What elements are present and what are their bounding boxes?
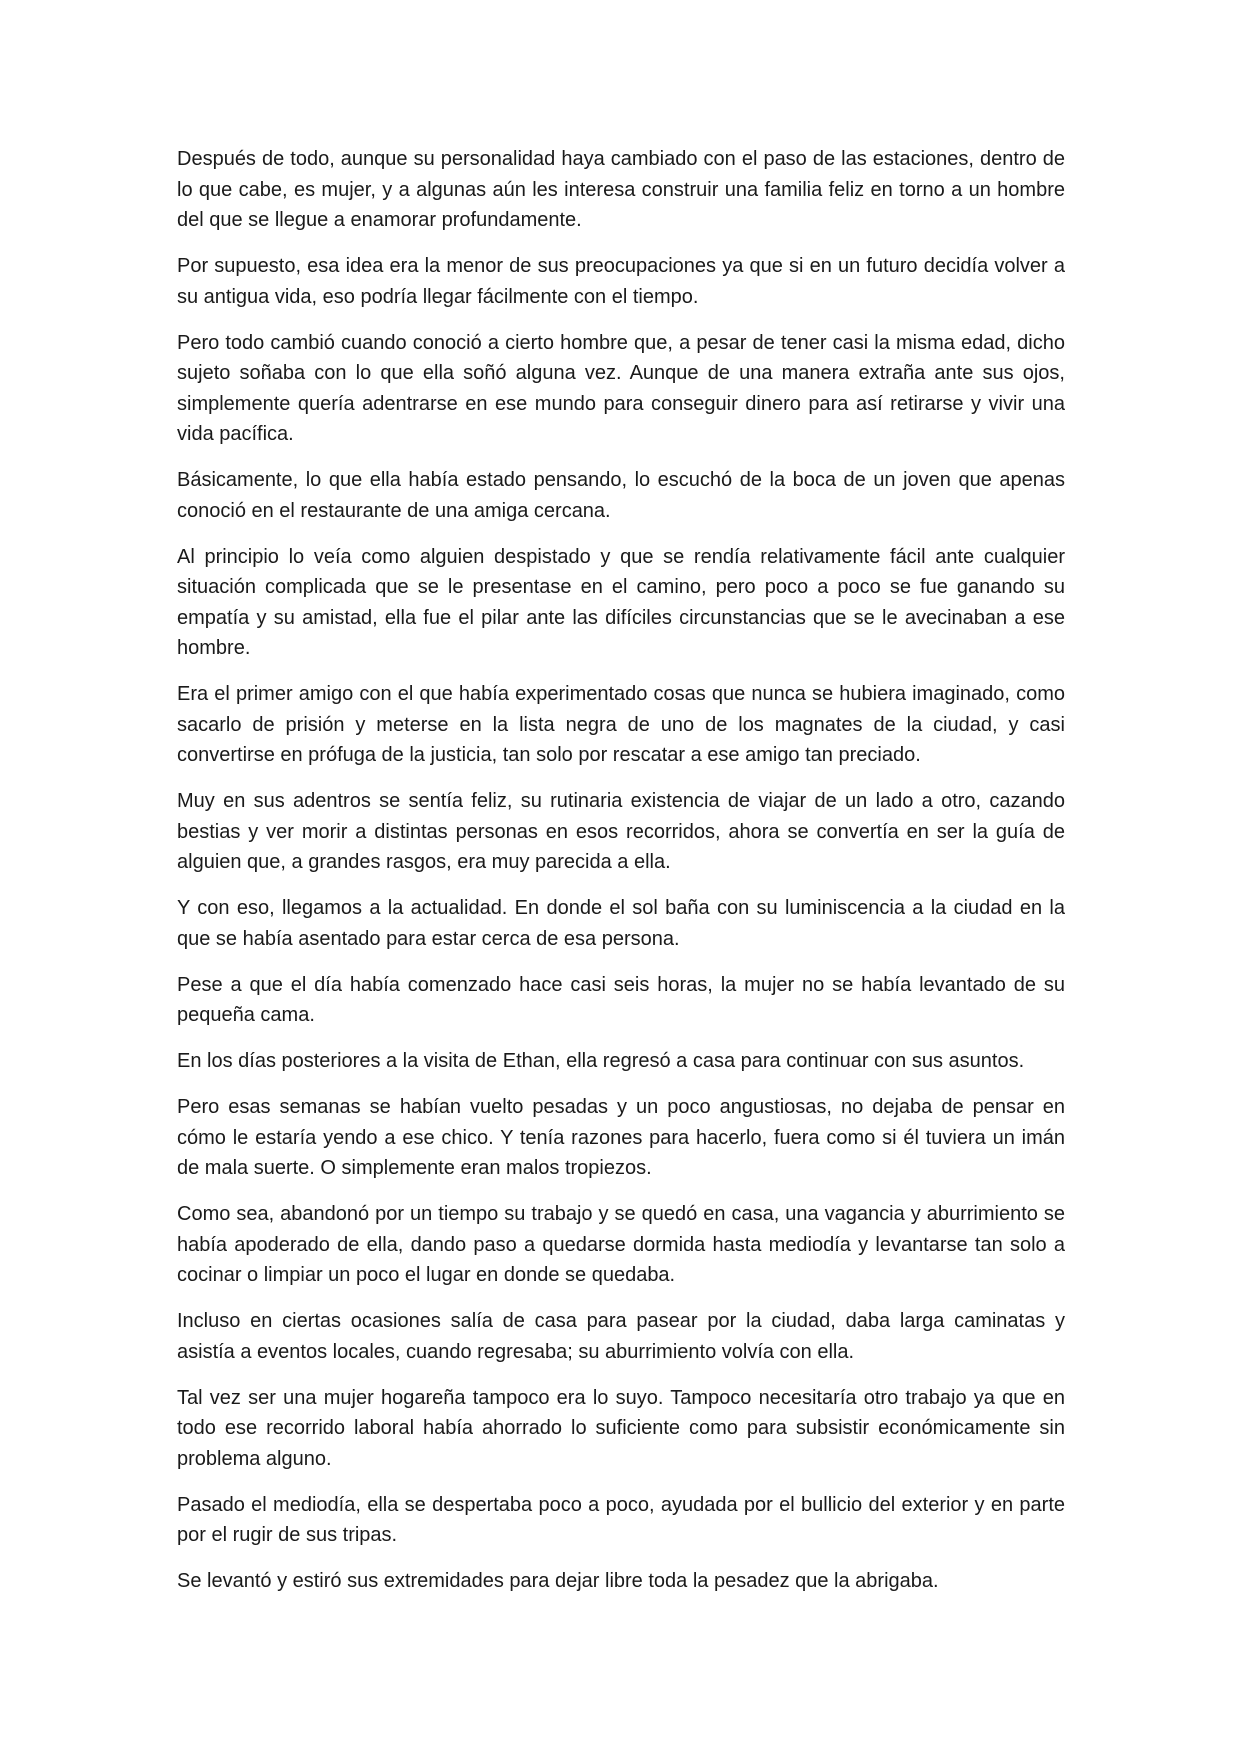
paragraph: Y con eso, llegamos a la actualidad. En donde el sol baña con su luminiscencia a la ciudad en la que se había asentado para estar cerca de esa persona. <box>177 897 1065 950</box>
paragraph: Después de todo, aunque su personalidad haya cambiado con el paso de las estaciones, dentro de lo que cabe, es mujer, y a algunas aún les interesa construir una familia feliz en torno a un hombre del que se llegue a enamorar profundamente. <box>177 148 1065 231</box>
paragraph: Incluso en ciertas ocasiones salía de casa para pasear por la ciudad, daba larga caminatas y asistía a eventos locales, cuando regresaba; su aburrimiento volvía con ella. <box>177 1310 1065 1363</box>
paragraph: Pese a que el día había comenzado hace casi seis horas, la mujer no se había levantado de su pequeña cama. <box>177 973 1065 1026</box>
paragraph: En los días posteriores a la visita de Ethan, ella regresó a casa para continuar con sus asuntos. <box>177 1050 1025 1072</box>
paragraph: Pero todo cambió cuando conoció a cierto hombre que, a pesar de tener casi la misma edad, dicho sujeto soñaba con lo que ella soñó alguna vez. Aunque de una manera extraña ante sus ojos, simplemente quería adentrarse en ese mundo para conseguir dinero para así retirarse y vivir una vida pacífica. <box>177 331 1065 445</box>
paragraph: Era el primer amigo con el que había experimentado cosas que nunca se hubiera imaginado, como sacarlo de prisión y meterse en la lista negra de uno de los magnates de la ciudad, y casi convertirse en prófuga de la justicia, tan solo por rescatar a ese amigo tan preciado. <box>177 683 1065 766</box>
paragraph: Básicamente, lo que ella había estado pensando, lo escuchó de la boca de un joven que apenas conoció en el restaurante de una amiga cercana. <box>177 469 1065 522</box>
paragraph: Se levantó y estiró sus extremidades para dejar libre toda la pesadez que la abrigaba. <box>177 1570 939 1592</box>
paragraph: Al principio lo veía como alguien despistado y que se rendía relativamente fácil ante cualquier situación complicada que se le presentase en el camino, pero poco a poco se fue ganando su empatía y su amistad, ella fue el pilar ante las difíciles circunstancias que se le avecinaban a ese hombre. <box>177 545 1065 659</box>
paragraph: Pero esas semanas se habían vuelto pesadas y un poco angustiosas, no dejaba de pensar en cómo le estaría yendo a ese chico. Y tenía razones para hacerlo, fuera como si él tuviera un imán de mala suerte. O simplemente eran malos tropiezos. <box>177 1096 1065 1179</box>
body-text <box>177 144 1065 1597</box>
paragraph: Tal vez ser una mujer hogareña tampoco era lo suyo. Tampoco necesitaría otro trabajo ya que en todo ese recorrido laboral había ahorrado lo suficiente como para subsistir económicamente sin problema alguno. <box>177 1386 1065 1470</box>
paragraph: Muy en sus adentros se sentía feliz, su rutinaria existencia de viajar de un lado a otro, cazando bestias y ver morir a distintas personas en esos recorridos, ahora se convertía en ser la guía de alguien que, a grandes rasgos, era muy parecida a ella. <box>177 790 1065 873</box>
paragraph: Como sea, abandonó por un tiempo su trabajo y se quedó en casa, una vagancia y aburrimiento se había apoderado de ella, dando paso a quedarse dormida hasta mediodía y levantarse tan solo a cocinar o limpiar un poco el lugar en donde se quedaba. <box>177 1203 1065 1286</box>
paragraph: Pasado el mediodía, ella se despertaba poco a poco, ayudada por el bullicio del exterior y en parte por el rugir de sus tripas. <box>177 1493 1065 1546</box>
paragraph: Por supuesto, esa idea era la menor de sus preocupaciones ya que si en un futuro decidía volver a su antigua vida, eso podría llegar fácilmente con el tiempo. <box>177 255 1065 308</box>
